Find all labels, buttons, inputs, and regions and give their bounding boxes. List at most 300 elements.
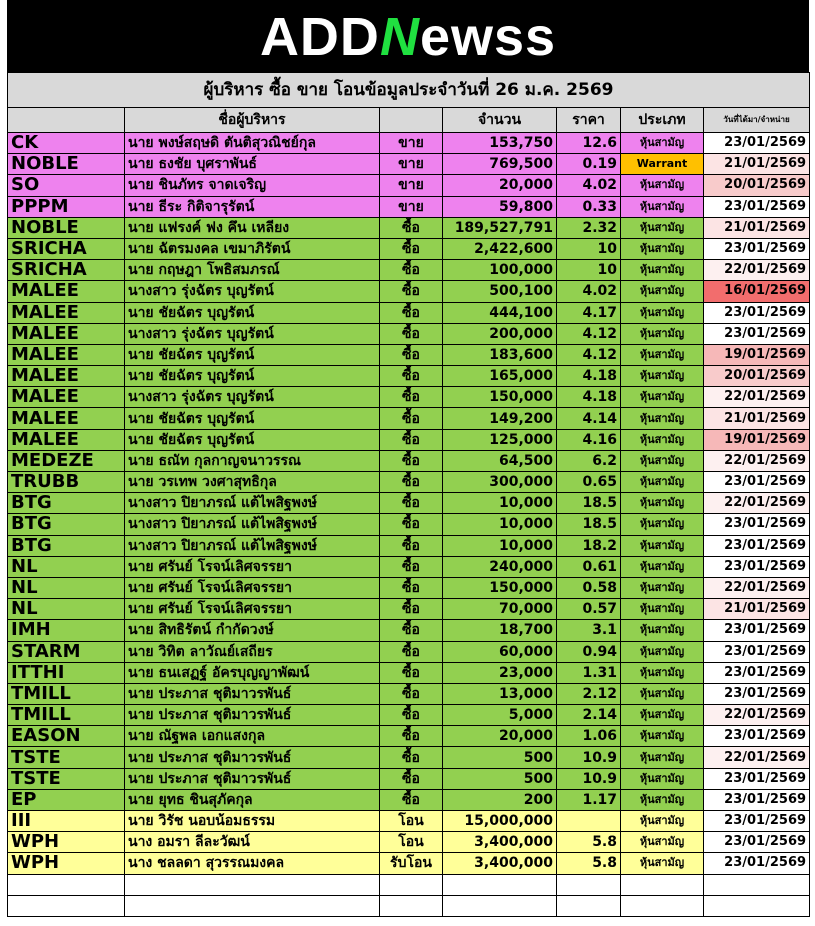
action-cell: ซื้อ [380, 302, 443, 323]
name-cell: นาย สิทธิรัตน์ กำกัดวงษ์ [125, 620, 380, 641]
amount-cell: 125,000 [443, 429, 557, 450]
name-cell: นาย ชัยฉัตร บุญรัตน์ [125, 408, 380, 429]
addnewss-logo [7, 6, 809, 68]
symbol-cell: WPH [8, 832, 125, 853]
amount-cell: 500 [443, 747, 557, 768]
price-cell: 18.5 [557, 514, 621, 535]
date-cell: 23/01/2569 [704, 472, 810, 493]
table-row [8, 344, 810, 365]
amount-cell: 153,750 [443, 133, 557, 154]
type-cell: หุ้นสามัญ [621, 811, 704, 832]
type-cell: หุ้นสามัญ [621, 472, 704, 493]
action-cell: ซื้อ [380, 768, 443, 789]
empty-cell [125, 895, 380, 916]
amount-cell: 10,000 [443, 535, 557, 556]
date-cell: 22/01/2569 [704, 493, 810, 514]
date-cell: 21/01/2569 [704, 408, 810, 429]
header-type: ประเภท [621, 108, 704, 133]
amount-cell: 3,400,000 [443, 832, 557, 853]
name-cell: นาย ฉัตรมงคล เขมาภิรัตน์ [125, 238, 380, 259]
action-cell: ซื้อ [380, 260, 443, 281]
table-row [8, 662, 810, 683]
table-row [8, 133, 810, 154]
symbol-cell: BTG [8, 493, 125, 514]
date-cell: 22/01/2569 [704, 450, 810, 471]
symbol-cell: MALEE [8, 281, 125, 302]
price-cell: 4.18 [557, 366, 621, 387]
price-cell: 4.18 [557, 387, 621, 408]
table-row [8, 450, 810, 471]
name-cell: นาย ณัฐพล เอกแสงกุล [125, 726, 380, 747]
amount-cell: 200,000 [443, 323, 557, 344]
date-cell: 22/01/2569 [704, 747, 810, 768]
name-cell: นาย ชัยฉัตร บุญรัตน์ [125, 366, 380, 387]
date-cell: 22/01/2569 [704, 387, 810, 408]
type-cell: หุ้นสามัญ [621, 302, 704, 323]
symbol-cell: MALEE [8, 429, 125, 450]
price-cell: 4.16 [557, 429, 621, 450]
price-cell: 1.17 [557, 789, 621, 810]
header-name: ชื่อผู้บริหาร [125, 108, 380, 133]
name-cell: นาย วรเทพ วงศาสุทธิกุล [125, 472, 380, 493]
amount-cell: 100,000 [443, 260, 557, 281]
action-cell: โอน [380, 832, 443, 853]
name-cell: นาย ศรันย์ โรจน์เลิศจรรยา [125, 556, 380, 577]
symbol-cell: MALEE [8, 302, 125, 323]
date-cell: 22/01/2569 [704, 705, 810, 726]
price-cell: 0.61 [557, 556, 621, 577]
empty-row [8, 874, 810, 895]
price-cell: 2.32 [557, 217, 621, 238]
amount-cell: 20,000 [443, 726, 557, 747]
amount-cell: 20,000 [443, 175, 557, 196]
date-cell: 16/01/2569 [704, 281, 810, 302]
symbol-cell: III [8, 811, 125, 832]
symbol-cell: ITTHI [8, 662, 125, 683]
table-row [8, 641, 810, 662]
amount-cell: 165,000 [443, 366, 557, 387]
name-cell: นาย ประภาส ชุติมาวรพันธ์ [125, 705, 380, 726]
symbol-cell: MEDEZE [8, 450, 125, 471]
header-symbol [8, 108, 125, 133]
price-cell: 0.57 [557, 599, 621, 620]
name-cell: นาย วิรัช นอบน้อมธรรม [125, 811, 380, 832]
amount-cell: 59,800 [443, 196, 557, 217]
empty-cell [8, 895, 125, 916]
type-cell: หุ้นสามัญ [621, 281, 704, 302]
name-cell: นาย วิทิต ลาวัณย์เสถียร [125, 641, 380, 662]
amount-cell: 15,000,000 [443, 811, 557, 832]
type-cell: หุ้นสามัญ [621, 599, 704, 620]
empty-cell [380, 895, 443, 916]
date-cell: 23/01/2569 [704, 556, 810, 577]
table-row [8, 514, 810, 535]
type-cell: หุ้นสามัญ [621, 429, 704, 450]
date-cell: 23/01/2569 [704, 302, 810, 323]
type-cell: หุ้นสามัญ [621, 577, 704, 598]
price-cell: 10 [557, 238, 621, 259]
symbol-cell: NL [8, 599, 125, 620]
empty-cell [125, 874, 380, 895]
price-cell: 6.2 [557, 450, 621, 471]
action-cell: ซื้อ [380, 789, 443, 810]
action-cell: ขาย [380, 154, 443, 175]
action-cell: ซื้อ [380, 705, 443, 726]
price-cell: 1.31 [557, 662, 621, 683]
type-cell: หุ้นสามัญ [621, 387, 704, 408]
symbol-cell: NOBLE [8, 154, 125, 175]
amount-cell: 149,200 [443, 408, 557, 429]
name-cell: นางสาว ปิยาภรณ์ แต้ไพสิฐพงษ์ [125, 514, 380, 535]
symbol-cell: MALEE [8, 408, 125, 429]
action-cell: รับโอน [380, 853, 443, 874]
date-cell: 21/01/2569 [704, 217, 810, 238]
action-cell: ซื้อ [380, 366, 443, 387]
header-date: วันที่ได้มา/จำหน่าย [704, 108, 810, 133]
symbol-cell: EP [8, 789, 125, 810]
amount-cell: 500 [443, 768, 557, 789]
type-cell: หุ้นสามัญ [621, 366, 704, 387]
amount-cell: 769,500 [443, 154, 557, 175]
amount-cell: 183,600 [443, 344, 557, 365]
date-cell: 23/01/2569 [704, 641, 810, 662]
amount-cell: 444,100 [443, 302, 557, 323]
date-cell: 21/01/2569 [704, 599, 810, 620]
amount-cell: 10,000 [443, 493, 557, 514]
price-cell: 0.65 [557, 472, 621, 493]
amount-cell: 60,000 [443, 641, 557, 662]
name-cell: นางสาว ปิยาภรณ์ แต้ไพสิฐพงษ์ [125, 535, 380, 556]
amount-cell: 64,500 [443, 450, 557, 471]
price-cell: 4.12 [557, 323, 621, 344]
name-cell: นาย ประภาส ชุติมาวรพันธ์ [125, 683, 380, 704]
action-cell: ซื้อ [380, 620, 443, 641]
price-cell: 2.12 [557, 683, 621, 704]
action-cell: ซื้อ [380, 429, 443, 450]
symbol-cell: TSTE [8, 747, 125, 768]
amount-cell: 18,700 [443, 620, 557, 641]
price-cell: 0.58 [557, 577, 621, 598]
logo-part-n: N [379, 7, 420, 67]
symbol-cell: SRICHA [8, 260, 125, 281]
name-cell: นาง อมรา ลีละวัฒน์ [125, 832, 380, 853]
date-cell: 19/01/2569 [704, 429, 810, 450]
table-row [8, 556, 810, 577]
action-cell: ซื้อ [380, 683, 443, 704]
date-cell: 23/01/2569 [704, 768, 810, 789]
name-cell: นาย ศรันย์ โรจน์เลิศจรรยา [125, 599, 380, 620]
action-cell: ซื้อ [380, 281, 443, 302]
type-cell: หุ้นสามัญ [621, 705, 704, 726]
table-row [8, 535, 810, 556]
name-cell: นาย พงษ์สฤษดิ ตันติสุวณิชย์กุล [125, 133, 380, 154]
name-cell: นาย ชัยฉัตร บุญรัตน์ [125, 429, 380, 450]
name-cell: นาง ชลลดา สุวรรณมงคล [125, 853, 380, 874]
type-cell: หุ้นสามัญ [621, 747, 704, 768]
price-cell: 1.06 [557, 726, 621, 747]
symbol-cell: NL [8, 577, 125, 598]
type-cell: หุ้นสามัญ [621, 535, 704, 556]
date-cell: 23/01/2569 [704, 323, 810, 344]
header-action [380, 108, 443, 133]
action-cell: ซื้อ [380, 747, 443, 768]
symbol-cell: TMILL [8, 705, 125, 726]
symbol-cell: WPH [8, 853, 125, 874]
empty-cell [443, 874, 557, 895]
symbol-cell: STARM [8, 641, 125, 662]
table-row [8, 323, 810, 344]
type-cell: หุ้นสามัญ [621, 620, 704, 641]
empty-cell [557, 874, 621, 895]
action-cell: ซื้อ [380, 344, 443, 365]
header-row [8, 108, 810, 133]
type-cell: หุ้นสามัญ [621, 175, 704, 196]
amount-cell: 240,000 [443, 556, 557, 577]
name-cell: นาย ธีระ กิติจารุรัตน์ [125, 196, 380, 217]
amount-cell: 189,527,791 [443, 217, 557, 238]
date-cell: 23/01/2569 [704, 726, 810, 747]
table-row [8, 429, 810, 450]
logo-part-add: ADD [259, 7, 380, 67]
symbol-cell: NOBLE [8, 217, 125, 238]
type-cell: หุ้นสามัญ [621, 196, 704, 217]
symbol-cell: SRICHA [8, 238, 125, 259]
amount-cell: 2,422,600 [443, 238, 557, 259]
name-cell: นาย ชินภัทร จาดเจริญ [125, 175, 380, 196]
symbol-cell: MALEE [8, 387, 125, 408]
empty-cell [704, 874, 810, 895]
price-cell: 10 [557, 260, 621, 281]
price-cell: 3.1 [557, 620, 621, 641]
empty-cell [557, 895, 621, 916]
name-cell: นาย ชัยฉัตร บุญรัตน์ [125, 302, 380, 323]
action-cell: ซื้อ [380, 323, 443, 344]
type-cell: หุ้นสามัญ [621, 683, 704, 704]
action-cell: ซื้อ [380, 238, 443, 259]
name-cell: นาย ประภาส ชุติมาวรพันธ์ [125, 747, 380, 768]
type-cell: หุ้นสามัญ [621, 832, 704, 853]
table-row [8, 768, 810, 789]
amount-cell: 150,000 [443, 577, 557, 598]
table-row [8, 217, 810, 238]
symbol-cell: MALEE [8, 323, 125, 344]
action-cell: ขาย [380, 196, 443, 217]
action-cell: ซื้อ [380, 217, 443, 238]
price-cell: 4.02 [557, 175, 621, 196]
date-cell: 20/01/2569 [704, 366, 810, 387]
symbol-cell: MALEE [8, 344, 125, 365]
table-row [8, 238, 810, 259]
symbol-cell: BTG [8, 514, 125, 535]
amount-cell: 200 [443, 789, 557, 810]
name-cell: นาย ศรันย์ โรจน์เลิศจรรยา [125, 577, 380, 598]
type-cell: หุ้นสามัญ [621, 556, 704, 577]
symbol-cell: MALEE [8, 366, 125, 387]
type-cell: หุ้นสามัญ [621, 768, 704, 789]
action-cell: ซื้อ [380, 472, 443, 493]
symbol-cell: PPPM [8, 196, 125, 217]
price-cell: 4.17 [557, 302, 621, 323]
amount-cell: 300,000 [443, 472, 557, 493]
amount-cell: 13,000 [443, 683, 557, 704]
type-cell: หุ้นสามัญ [621, 493, 704, 514]
table-row [8, 747, 810, 768]
type-cell: หุ้นสามัญ [621, 662, 704, 683]
price-cell: 5.8 [557, 853, 621, 874]
table-row [8, 705, 810, 726]
date-cell: 22/01/2569 [704, 260, 810, 281]
table-row [8, 366, 810, 387]
date-cell: 20/01/2569 [704, 175, 810, 196]
amount-cell: 10,000 [443, 514, 557, 535]
date-cell: 23/01/2569 [704, 620, 810, 641]
name-cell: นาย ประภาส ชุติมาวรพันธ์ [125, 768, 380, 789]
date-cell: 23/01/2569 [704, 789, 810, 810]
symbol-cell: TRUBB [8, 472, 125, 493]
table-row [8, 789, 810, 810]
type-cell: หุ้นสามัญ [621, 344, 704, 365]
banner [7, 0, 809, 72]
empty-cell [621, 895, 704, 916]
table-row [8, 260, 810, 281]
price-cell: 10.9 [557, 768, 621, 789]
price-cell: 10.9 [557, 747, 621, 768]
name-cell: นางสาว รุ่งฉัตร บุญรัตน์ [125, 281, 380, 302]
table-row [8, 832, 810, 853]
date-cell: 21/01/2569 [704, 154, 810, 175]
symbol-cell: BTG [8, 535, 125, 556]
table-row [8, 577, 810, 598]
action-cell: ซื้อ [380, 556, 443, 577]
action-cell: ซื้อ [380, 577, 443, 598]
action-cell: ซื้อ [380, 662, 443, 683]
name-cell: นาย กฤษฎา โพธิสมภรณ์ [125, 260, 380, 281]
type-cell: หุ้นสามัญ [621, 726, 704, 747]
action-cell: ซื้อ [380, 387, 443, 408]
action-cell: โอน [380, 811, 443, 832]
type-cell: หุ้นสามัญ [621, 323, 704, 344]
price-cell: 2.14 [557, 705, 621, 726]
type-cell: หุ้นสามัญ [621, 853, 704, 874]
name-cell: นางสาว รุ่งฉัตร บุญรัตน์ [125, 323, 380, 344]
date-cell: 22/01/2569 [704, 577, 810, 598]
type-cell: หุ้นสามัญ [621, 450, 704, 471]
action-cell: ซื้อ [380, 535, 443, 556]
amount-cell: 70,000 [443, 599, 557, 620]
table-row [8, 302, 810, 323]
empty-cell [380, 874, 443, 895]
date-cell: 23/01/2569 [704, 853, 810, 874]
date-cell: 23/01/2569 [704, 535, 810, 556]
table-row [8, 811, 810, 832]
symbol-cell: EASON [8, 726, 125, 747]
date-cell: 23/01/2569 [704, 662, 810, 683]
symbol-cell: SO [8, 175, 125, 196]
amount-cell: 150,000 [443, 387, 557, 408]
type-cell: หุ้นสามัญ [621, 789, 704, 810]
table-row [8, 196, 810, 217]
header-amount: จำนวน [443, 108, 557, 133]
table-row [8, 472, 810, 493]
table-row [8, 387, 810, 408]
price-cell: 5.8 [557, 832, 621, 853]
symbol-cell: NL [8, 556, 125, 577]
title-row [8, 73, 810, 108]
empty-row [8, 895, 810, 916]
symbol-cell: IMH [8, 620, 125, 641]
name-cell: นาย ธงชัย บุศราพันธ์ [125, 154, 380, 175]
date-cell: 23/01/2569 [704, 683, 810, 704]
name-cell: นางสาว รุ่งฉัตร บุญรัตน์ [125, 387, 380, 408]
symbol-cell: TMILL [8, 683, 125, 704]
amount-cell: 500,100 [443, 281, 557, 302]
name-cell: นาย ชัยฉัตร บุญรัตน์ [125, 344, 380, 365]
amount-cell: 5,000 [443, 705, 557, 726]
action-cell: ซื้อ [380, 599, 443, 620]
action-cell: ซื้อ [380, 641, 443, 662]
type-cell: หุ้นสามัญ [621, 514, 704, 535]
date-cell: 19/01/2569 [704, 344, 810, 365]
executive-trades-table [7, 72, 810, 917]
name-cell: นาย ยุทธ ชินสุภัคกุล [125, 789, 380, 810]
empty-cell [443, 895, 557, 916]
symbol-cell: TSTE [8, 768, 125, 789]
price-cell [557, 811, 621, 832]
table-row [8, 620, 810, 641]
price-cell: 0.33 [557, 196, 621, 217]
price-cell: 18.5 [557, 493, 621, 514]
price-cell: 0.94 [557, 641, 621, 662]
date-cell: 23/01/2569 [704, 811, 810, 832]
empty-cell [8, 874, 125, 895]
type-cell: หุ้นสามัญ [621, 238, 704, 259]
table-row [8, 493, 810, 514]
price-cell: 18.2 [557, 535, 621, 556]
name-cell: นาย ธณัท กุลกาญจนาวรรณ [125, 450, 380, 471]
table-row [8, 853, 810, 874]
name-cell: นาย ธนเสฏฐ์ อัครบุญญาพัฒน์ [125, 662, 380, 683]
table-row [8, 683, 810, 704]
header-price: ราคา [557, 108, 621, 133]
action-cell: ซื้อ [380, 726, 443, 747]
logo-part-ewss: ewss [419, 7, 557, 67]
type-cell: หุ้นสามัญ [621, 641, 704, 662]
table-row [8, 599, 810, 620]
table-row [8, 175, 810, 196]
date-cell: 23/01/2569 [704, 133, 810, 154]
amount-cell: 3,400,000 [443, 853, 557, 874]
date-cell: 23/01/2569 [704, 832, 810, 853]
symbol-cell: CK [8, 133, 125, 154]
empty-cell [621, 874, 704, 895]
date-cell: 23/01/2569 [704, 514, 810, 535]
type-cell: หุ้นสามัญ [621, 133, 704, 154]
action-cell: ซื้อ [380, 450, 443, 471]
action-cell: ซื้อ [380, 408, 443, 429]
price-cell: 12.6 [557, 133, 621, 154]
date-cell: 23/01/2569 [704, 196, 810, 217]
type-cell: หุ้นสามัญ [621, 260, 704, 281]
name-cell: นางสาว ปิยาภรณ์ แต้ไพสิฐพงษ์ [125, 493, 380, 514]
type-cell: หุ้นสามัญ [621, 217, 704, 238]
action-cell: ซื้อ [380, 493, 443, 514]
price-cell: 4.14 [557, 408, 621, 429]
action-cell: ซื้อ [380, 514, 443, 535]
page-title: ผู้บริหาร ซื้อ ขาย โอนข้อมูลประจำวันที่ 26 ม.ค. 2569 [8, 73, 810, 108]
table-row [8, 408, 810, 429]
price-cell: 0.19 [557, 154, 621, 175]
action-cell: ขาย [380, 133, 443, 154]
